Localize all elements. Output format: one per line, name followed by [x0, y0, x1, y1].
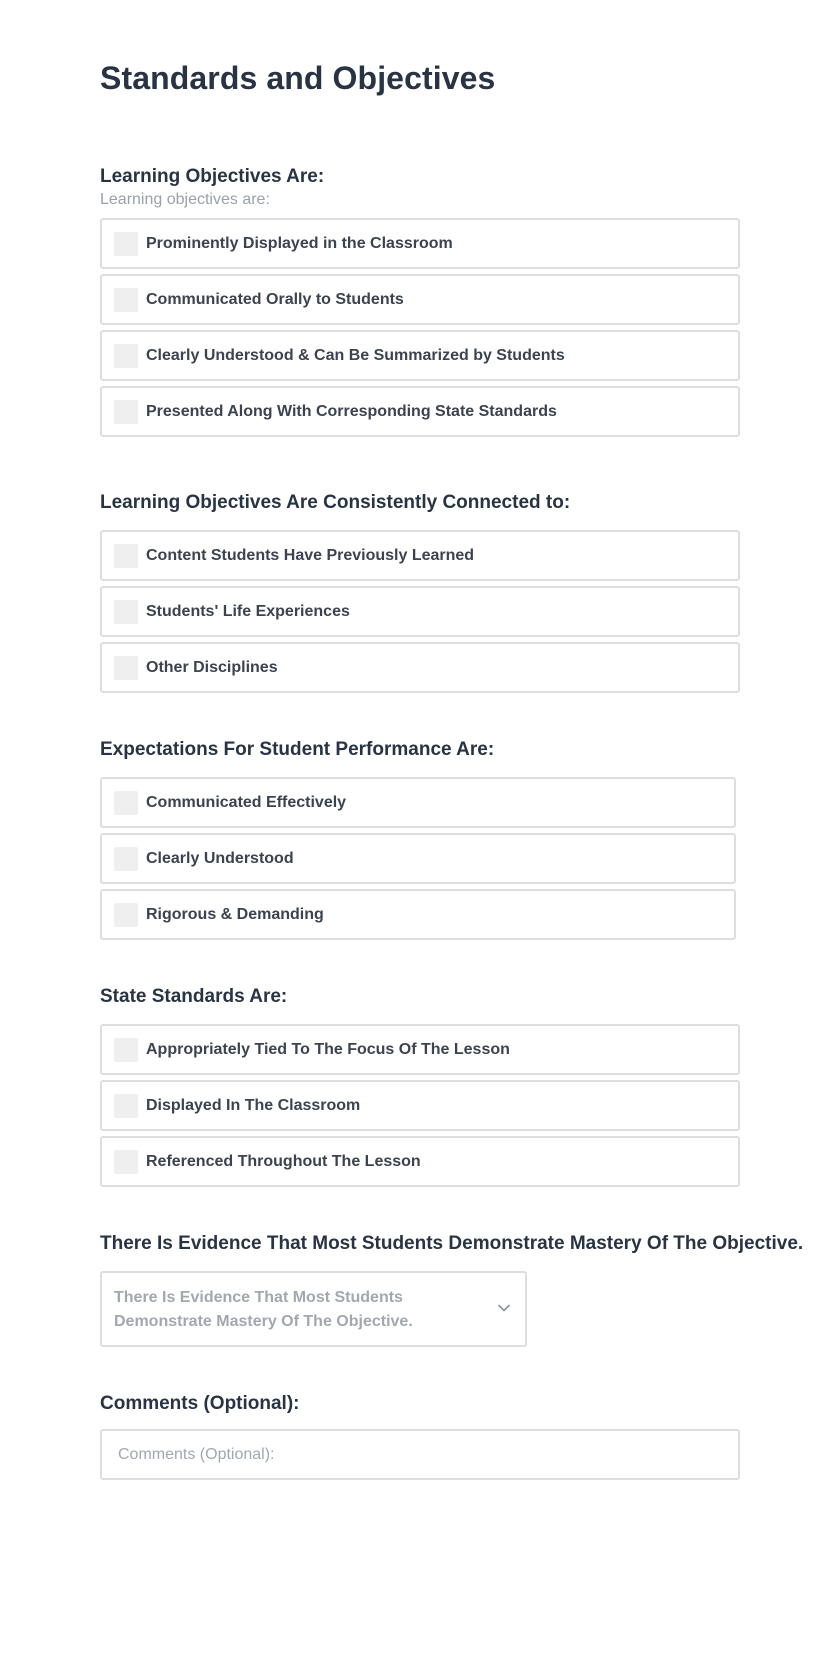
- section-heading: Learning Objectives Are Consistently Connected to:: [100, 492, 571, 513]
- option-life-experiences[interactable]: [100, 586, 740, 637]
- section-heading: Expectations For Student Performance Are:: [100, 739, 495, 760]
- option-label: Communicated Effectively: [146, 793, 347, 811]
- option-list: [100, 777, 740, 940]
- section-consistently-connected: [100, 490, 740, 698]
- option-previously-learned[interactable]: [100, 530, 740, 581]
- section-evidence: [100, 1231, 804, 1347]
- option-communicated-effectively[interactable]: [100, 777, 736, 828]
- section-state-standards: [100, 984, 740, 1192]
- section-heading: There Is Evidence That Most Students Demonstrate Mastery Of The Objective.: [100, 1233, 804, 1254]
- option-label: Content Students Have Previously Learned: [146, 546, 475, 564]
- option-label: Displayed In The Classroom: [146, 1096, 361, 1114]
- option-other-disciplines[interactable]: [100, 642, 740, 693]
- section-heading: State Standards Are:: [100, 986, 288, 1007]
- section-heading: Learning Objectives Are:: [100, 166, 325, 187]
- option-label: Clearly Understood & Can Be Summarized by Students: [146, 346, 565, 364]
- option-prominently-displayed[interactable]: [100, 218, 740, 269]
- section-expectations: [100, 737, 740, 945]
- option-rigorous-demanding[interactable]: [100, 889, 736, 940]
- option-label: Referenced Throughout The Lesson: [146, 1152, 421, 1170]
- option-clearly-understood-summarized[interactable]: [100, 330, 740, 381]
- section-learning-objectives: [100, 164, 740, 442]
- section-heading: Comments (Optional):: [100, 1393, 300, 1414]
- checkbox[interactable]: [114, 656, 138, 680]
- checkbox[interactable]: [114, 344, 138, 368]
- option-list: [100, 218, 740, 437]
- option-label: Students' Life Experiences: [146, 602, 350, 620]
- option-label: Presented Along With Corresponding State Standards: [146, 402, 557, 420]
- chevron-down-icon: [497, 1301, 511, 1315]
- checkbox[interactable]: [114, 847, 138, 871]
- checkbox[interactable]: [114, 288, 138, 312]
- option-label: Other Disciplines: [146, 658, 278, 676]
- option-label: Communicated Orally to Students: [146, 290, 404, 308]
- section-comments: [100, 1391, 740, 1480]
- checkbox[interactable]: [114, 903, 138, 927]
- select-placeholder: There Is Evidence That Most Students Demonstrate Mastery Of The Objective.: [114, 1289, 413, 1330]
- option-communicated-orally[interactable]: [100, 274, 740, 325]
- checkbox[interactable]: [114, 600, 138, 624]
- option-presented-with-standards[interactable]: [100, 386, 740, 437]
- option-referenced-throughout[interactable]: [100, 1136, 740, 1187]
- checkbox[interactable]: [114, 1094, 138, 1118]
- evidence-select[interactable]: [100, 1271, 527, 1347]
- comments-input[interactable]: [100, 1429, 740, 1480]
- option-clearly-understood[interactable]: [100, 833, 736, 884]
- option-tied-to-focus[interactable]: [100, 1024, 740, 1075]
- checkbox[interactable]: [114, 791, 138, 815]
- option-label: Appropriately Tied To The Focus Of The Lesson: [146, 1040, 510, 1058]
- checkbox[interactable]: [114, 544, 138, 568]
- section-subtext: Learning objectives are:: [100, 191, 270, 208]
- checkbox[interactable]: [114, 400, 138, 424]
- option-label: Clearly Understood: [146, 849, 294, 867]
- option-label: Prominently Displayed in the Classroom: [146, 234, 453, 252]
- option-displayed-in-classroom[interactable]: [100, 1080, 740, 1131]
- checkbox[interactable]: [114, 1038, 138, 1062]
- option-label: Rigorous & Demanding: [146, 905, 324, 923]
- option-list: [100, 530, 740, 693]
- page-title: Standards and Objectives: [100, 60, 496, 96]
- checkbox[interactable]: [114, 1150, 138, 1174]
- checkbox[interactable]: [114, 232, 138, 256]
- option-list: [100, 1024, 740, 1187]
